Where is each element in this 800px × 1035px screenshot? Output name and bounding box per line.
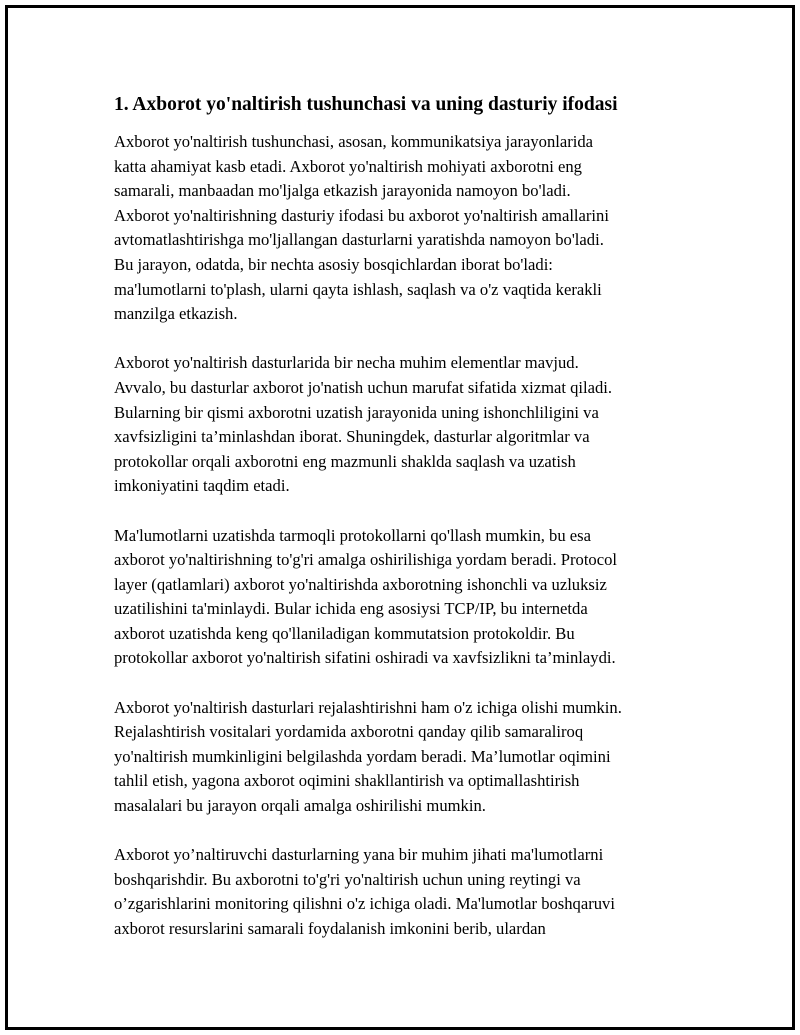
document-body xyxy=(114,92,694,966)
paragraph-5: Axborot yo’naltiruvchi dasturlarning yana bir muhim jihati ma'lumotlarni boshqarishdir. Bu axborotni to'g'ri yo'naltirish uchun uning reytingi va o’zgarishlarini monitoring qilishni o'z ichiga oladi. Ma'lumotlar boshqaruvi axborot resurslarini samarali foydalanish imkonini berib, ulardan xyxy=(114,845,615,938)
section-heading: 1. Axborot yo'naltirish tushunchasi va uning dasturiy ifodasi xyxy=(114,94,618,115)
paragraph-3: Ma'lumotlarni uzatishda tarmoqli protokollarni qo'llash mumkin, bu esa axborot yo'naltirishning to'g'ri amalga oshirilishiga yordam beradi. Protocol layer (qatlamlari) axborot yo'naltirishda axborotning ishonchli va uzluksiz uzatilishini ta'minlaydi. Bular ichida eng asosiysi TCP/IP, bu internetda axborot uzatishda keng qo'llaniladigan kommutatsion protokoldir. Bu protokollar axborot yo'naltirish sifatini oshiradi va xavfsizlikni ta’minlaydi. xyxy=(114,525,617,668)
paragraph-4: Axborot yo'naltirish dasturlari rejalashtirishni ham o'z ichiga olishi mumkin. Rejalashtirish vositalari yordamida axborotni qanday qilib samaraliroq yo'naltirish mumkinligini belgilashda yordam beradi. Ma’lumotlar oqimini tahlil etish, yagona axborot oqimini shakllantirish va optimallashtirish masalalari bu jarayon orqali amalga oshirilishi mumkin. xyxy=(114,697,622,816)
paragraph-2: Axborot yo'naltirish dasturlarida bir necha muhim elementlar mavjud. Avvalo, bu dasturlar axborot jo'natish uchun marufat sifatida xizmat qiladi. Bularning bir qismi axborotni uzatish jarayonida uning ishonchliligini va xavfsizligini ta’minlashdan iborat. Shuningdek, dasturlar algoritmlar va protokollar orqali axborotni eng mazmunli shaklda saqlash va uzatish imkoniyatini taqdim etadi. xyxy=(114,353,613,496)
paragraph-1: Axborot yo'naltirish tushunchasi, asosan, kommunikatsiya jarayonlarida katta ahamiyat kasb etadi. Axborot yo'naltirish mohiyati axborotni eng samarali, manbaadan mo'ljalga etkazish jarayonida namoyon bo'ladi. Axborot yo'naltirishning dasturiy ifodasi bu axborot yo'naltirish amallarini avtomatlashtirishga mo'ljallangan dasturlarni yaratishda namoyon bo'ladi. Bu jarayon, odatda, bir nechta asosiy bosqichlardan iborat bo'ladi: ma'lumotlarni to'plash, ularni qayta ishlash, saqlash va o'z vaqtida kerakli manzilga etkazish. xyxy=(114,132,609,324)
